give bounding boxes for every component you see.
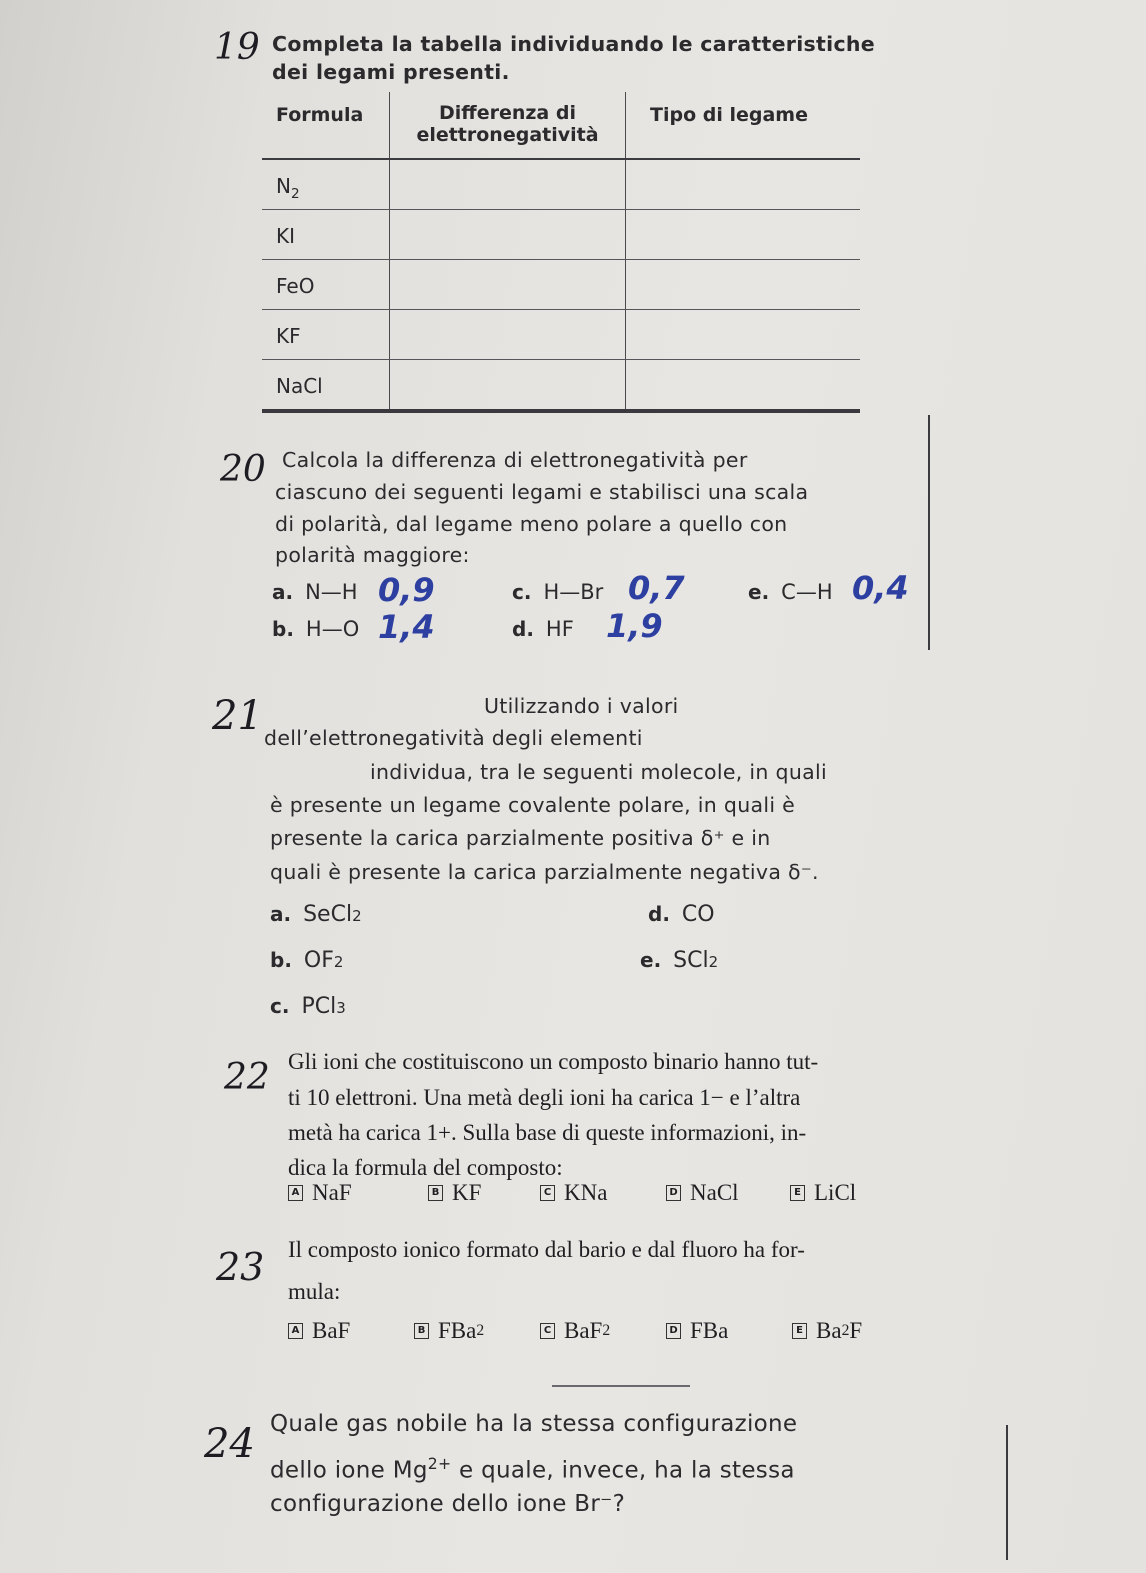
header-bond-type: Tipo di legame [650, 104, 808, 126]
q19-text-line2: dei legami presenti. [272, 60, 510, 84]
divider-rule [552, 1385, 690, 1387]
formula-cell: KI [262, 210, 390, 259]
q20-item-c: c. H—Br [512, 580, 604, 604]
table-row [262, 210, 860, 260]
q20-item-d: d. HF [512, 617, 574, 641]
q20-text-line: polarità maggiore: [275, 543, 470, 567]
formula-cell: FeO [262, 260, 390, 309]
q23-option-d[interactable]: D FBa [666, 1318, 728, 1344]
bond-type-cell[interactable] [626, 160, 860, 209]
q23-text-line: Il composto ionico formato dal bario e dal fluoro ha for- [288, 1237, 805, 1262]
q21-item-a: a. SeCl 2 [270, 902, 362, 927]
q20-answer-d: 1,9 [606, 607, 663, 645]
q20-text-line: Calcola la differenza di elettronegatività per [282, 448, 748, 472]
q19-handwritten-number: 19 [214, 27, 260, 68]
q24-text-line: configurazione dello ione Br⁻? [270, 1491, 626, 1517]
q21-text-line: presente la carica parzialmente positiva δ⁺ e in [270, 826, 771, 850]
q22-text-line: metà ha carica 1+. Sulla base di queste informazioni, in- [288, 1120, 807, 1145]
table-row [262, 160, 860, 210]
electronegativity-cell[interactable] [390, 360, 626, 409]
q21-handwritten-number: 21 [212, 693, 263, 739]
bond-type-cell[interactable] [626, 210, 860, 259]
q20-text-line: ciascuno dei seguenti legami e stabilisci una scala [275, 480, 809, 504]
q20-item-e: e. C—H [748, 580, 833, 604]
q21-text-line: dell’elettronegatività degli elementi [264, 726, 643, 750]
formula-cell: NaCl [262, 360, 390, 409]
q21-text-line: individua, tra le seguenti molecole, in quali [370, 760, 827, 784]
q20-handwritten-number: 20 [220, 449, 266, 490]
electronegativity-cell[interactable] [390, 210, 626, 259]
formula-cell: $N_2$ [262, 160, 390, 209]
q23-option-e[interactable]: E Ba 2 F [792, 1318, 862, 1344]
q23-handwritten-number: 23 [216, 1245, 265, 1289]
q24-text-line: Quale gas nobile ha la stessa configurazione [270, 1411, 798, 1437]
q20-answer-c: 0,7 [628, 569, 685, 607]
q21-text-line: quali è presente la carica parzialmente negativa δ⁻. [270, 860, 819, 884]
electronegativity-cell[interactable] [390, 160, 626, 209]
q20-item-b: b. H—O [272, 617, 360, 641]
q20-text-line: di polarità, dal legame meno polare a quello con [275, 512, 788, 536]
q22-text-line: Gli ioni che costituiscono un composto binario hanno tut- [288, 1049, 819, 1074]
q20-item-a: a. N—H [272, 580, 358, 604]
q22-text-line: ti 10 elettroni. Una metà degli ioni ha carica 1− e l’altra [288, 1085, 801, 1110]
q23-option-b[interactable]: B FBa 2 [414, 1318, 484, 1344]
q22-option-e[interactable]: E LiCl [790, 1180, 856, 1206]
bond-table-header [262, 92, 860, 160]
bond-type-cell[interactable] [626, 260, 860, 309]
q21-text-line: è presente un legame covalente polare, in quali è [270, 793, 796, 817]
q22-text-line: dica la formula del composto: [288, 1155, 563, 1180]
electronegativity-cell[interactable] [390, 260, 626, 309]
q20-answer-e: 0,4 [852, 569, 909, 607]
table-row [262, 260, 860, 310]
q21-item-c: c. PCl 3 [270, 994, 346, 1019]
formula-cell: KF [262, 310, 390, 359]
header-formula: Formula [262, 92, 390, 158]
q22-option-d[interactable]: D NaCl [666, 1180, 739, 1206]
q21-text-line: Utilizzando i valori [484, 694, 679, 718]
q21-item-d: d. CO [648, 902, 715, 927]
q23-option-c[interactable]: C BaF 2 [540, 1318, 610, 1344]
q23-option-a[interactable]: A BaF [288, 1318, 350, 1344]
margin-rule [1006, 1425, 1008, 1560]
q22-option-a[interactable]: A NaF [288, 1180, 352, 1206]
table-row [262, 360, 860, 413]
q23-text-line: mula: [288, 1279, 341, 1304]
bond-type-cell[interactable] [626, 360, 860, 409]
q24-text-line: dello ione $Mg^{2+}$ e quale, invece, ha la stessa [270, 1454, 795, 1484]
bond-table [262, 92, 860, 413]
q19-text-line1: Completa la tabella individuando le caratteristiche [272, 32, 876, 56]
q22-option-b[interactable]: B KF [428, 1180, 481, 1206]
bond-type-cell[interactable] [626, 310, 860, 359]
q20-answer-b: 1,4 [378, 608, 435, 646]
q22-option-c[interactable]: C KNa [540, 1180, 607, 1206]
q20-answer-a: 0,9 [378, 571, 435, 609]
header-electronegativity-difference: Differenza di elettronegatività [390, 92, 626, 158]
q22-handwritten-number: 22 [224, 1057, 270, 1098]
q21-item-e: e. SCl 2 [640, 948, 719, 973]
electronegativity-cell[interactable] [390, 310, 626, 359]
table-row [262, 310, 860, 360]
margin-rule [928, 415, 930, 650]
q21-item-b: b. OF 2 [270, 948, 344, 973]
q24-handwritten-number: 24 [204, 1421, 255, 1467]
